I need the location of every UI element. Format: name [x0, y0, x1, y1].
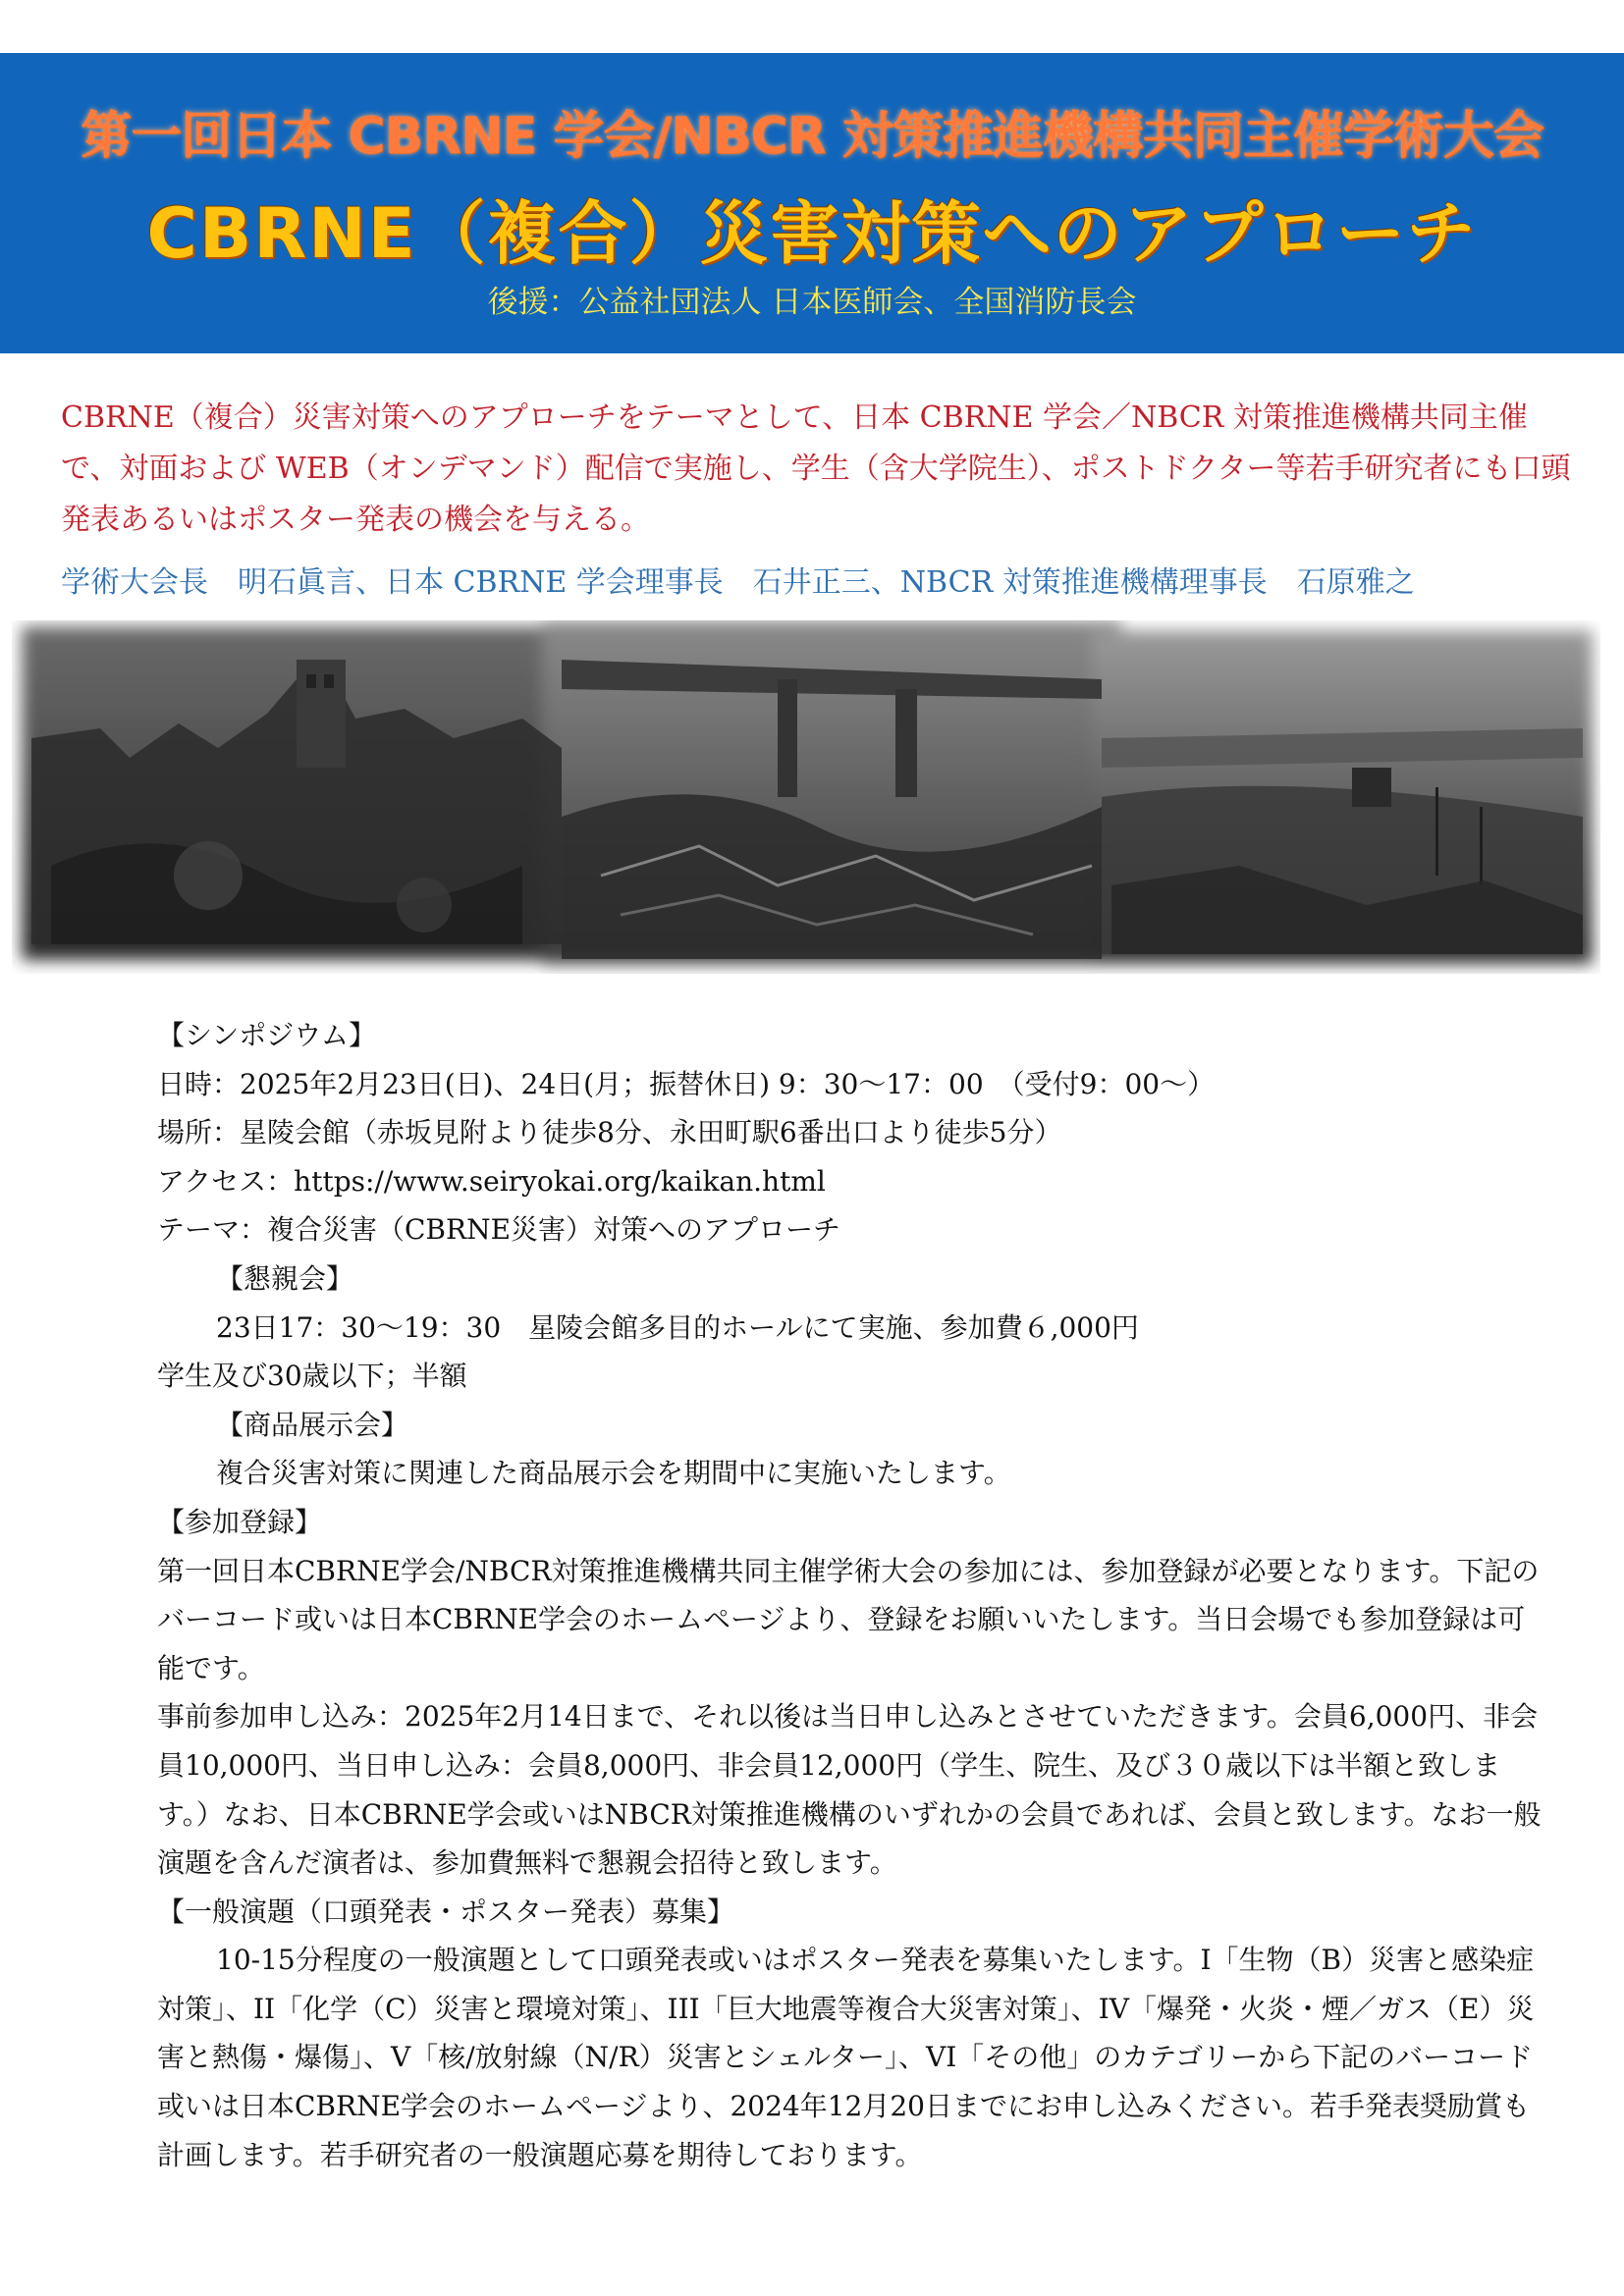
intro-paragraph	[61, 393, 1573, 546]
access-link[interactable]: https://www.seiryokai.org/kaikan.html	[294, 1164, 826, 1198]
call-heading: 【一般演題（口頭発表・ポスター発表）募集】	[157, 1895, 735, 1928]
symposium-heading: 【シンポジウム】	[157, 1019, 377, 1051]
exhibition-detail: 複合災害対策に関連した商品展示会を期間中に実施いたします。	[216, 1457, 1011, 1490]
photo-collage-image	[12, 620, 1600, 974]
access-label: アクセス：	[157, 1164, 295, 1198]
call-text: 10‐15分程度の一般演題として口頭発表或いはポスター発表を募集いたします。I「生物（B）災害と感染症対策」、II「化学（C）災害と環境対策」、III「巨大地震等複合大災害対策」、IV「爆発・火炎・煙／ガス（E）災害と熱傷・爆傷」、V「核/放射線（N/R）災害とシェルター」、VI「その他」のカテゴリーから下記のバーコード或いは日本CBRNE学会のホームページより、2024年12月20日までにお申し込みください。若手発表奨励賞も計画します。若手研究者の一般演題応募を期待しております。	[157, 1944, 1535, 2171]
symposium-datetime: 日時：2025年2月23日(日)、24日(月；振替休日) 9：30～17：00 （受付9：00～）	[157, 1067, 1216, 1100]
details-section	[157, 1011, 1551, 2179]
reception-detail: 23日17：30～19：30 星陵会館多目的ホールにて実施、参加費６,000円	[216, 1310, 1139, 1344]
exhibition-heading: 【商品展示会】	[216, 1408, 409, 1441]
symposium-access	[157, 1157, 1551, 1206]
conference-title: 第一回日本 CBRNE 学会/NBCR 対策推進機構共同主催学術大会	[81, 107, 1543, 166]
reception-heading: 【懇親会】	[216, 1261, 354, 1295]
registration-text-1: 第一回日本CBRNE学会/NBCR対策推進機構共同主催学術大会の参加には、参加登録が必要となります。下記のバーコード或いは日本CBRNE学会のホームページより、登録をお願いいたします。当日会場でも参加登録は可能です。	[157, 1554, 1540, 1684]
header-banner	[0, 53, 1624, 353]
disaster-photo-collage	[12, 620, 1600, 974]
intro-text: CBRNE（複合）災害対策へのアプローチをテーマとして、日本 CBRNE 学会／NBCR 対策推進機構共同主催で、対面および WEB（オンデマンド）配信で実施し、学生（含大学院生）、ポストドクター等若手研究者にも口頭発表あるいはポスター発表の機会を与える。	[61, 400, 1571, 537]
registration-heading: 【参加登録】	[157, 1505, 323, 1538]
conference-subtitle: CBRNE（複合）災害対策へのアプローチ	[146, 193, 1478, 274]
registration-text-2: 事前参加申し込み：2025年2月14日まで、それ以後は当日申し込みとさせていただきます。会員6,000円、非会員10,000円、当日申し込み：会員8,000円、非会員12,000円（学生、院生、及び３０歳以下は半額と致します。）なお、日本CBRNE学会或いはNBCR対策推進機構のいずれかの会員であれば、会員と致します。なお一般演題を含んだ演者は、参加費無料で懇親会招待と致します。	[157, 1700, 1542, 1880]
leaders-line: 学術大会長 明石眞言、日本 CBRNE 学会理事長 石井正三、NBCR 対策推進機構理事長 石原雅之	[61, 565, 1415, 600]
sponsor-line: 後援：公益社団法人 日本医師会、全国消防長会	[487, 285, 1137, 320]
symposium-theme: テーマ：複合災害（CBRNE災害）対策へのアプローチ	[157, 1213, 841, 1247]
symposium-venue: 場所：星陵会館（赤坂見附より徒歩8分、永田町駅6番出口より徒歩5分）	[157, 1116, 1062, 1149]
reception-student: 学生及び30歳以下；半額	[157, 1360, 467, 1393]
